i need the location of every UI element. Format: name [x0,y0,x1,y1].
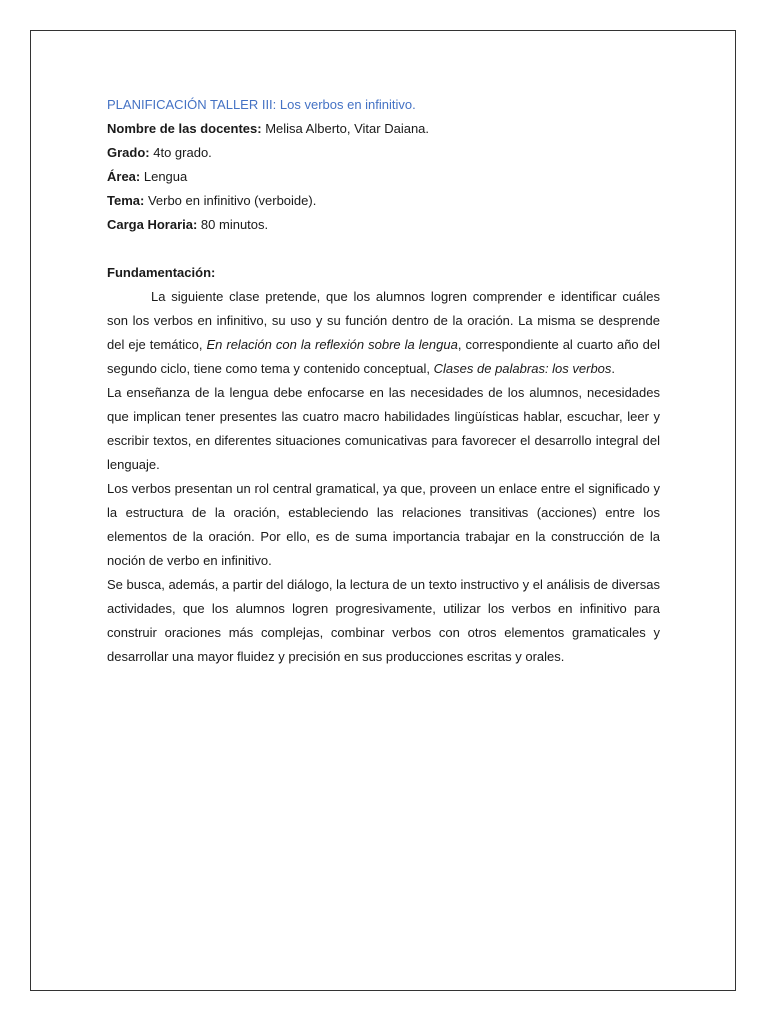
meta-label: Nombre de las docentes: [107,121,262,136]
document-content [107,93,660,669]
section-heading: Fundamentación: [107,265,216,280]
meta-area [107,165,660,189]
paragraph-3: Los verbos presentan un rol central gramatical, ya que, proveen un enlace entre el significado y la estructura de la oración, estableciendo las relaciones transitivas (acciones) entre los elementos de la oración. Por ello, es de suma importancia trabajar en la construcción de la noción de verbo en infinitivo. [107,481,660,568]
meta-label: Tema: [107,193,145,208]
paragraph-2: La enseñanza de la lengua debe enfocarse en las necesidades de los alumnos, necesidades que implican tener presentes las cuatro macro habilidades lingüísticas hablar, escuchar, leer y escribir textos, en diferentes situaciones comunicativas para favorecer el desarrollo integral del lenguaje. [107,385,660,472]
meta-label: Área: [107,169,141,184]
meta-teachers [107,117,660,141]
paragraph-4: Se busca, además, a partir del diálogo, la lectura de un texto instructivo y el análisis de diversas actividades, que los alumnos logren progresivamente, utilizar los verbos en infinitivo para construir oraciones más complejas, combinar verbos con otros elementos gramaticales y desarrollar una mayor fluidez y precisión en sus producciones escritas y orales. [107,577,660,664]
meta-label: Grado: [107,145,150,160]
meta-value: Lengua [140,169,188,184]
paragraph-text: , correspondiente al cuarto año del segundo ciclo, tiene como tema y contenido conceptual, [107,337,661,376]
meta-value: Verbo en infinitivo (verboide). [144,193,317,208]
paragraph-italic-text: Clases de palabras: los verbos [433,361,612,376]
paragraph-text: La siguiente clase pretende, que los alumnos logren comprender e identificar cuáles son los verbos en infinitivo, su uso y su función dentro de la oración. La misma se desprende del eje temático, [107,289,660,352]
paragraph-text: . [611,361,616,376]
meta-value: Melisa Alberto, Vitar Daiana. [261,121,430,136]
document-page [30,30,736,991]
document-title: PLANIFICACIÓN TALLER III: Los verbos en infinitivo. [107,97,416,112]
paragraph-italic-text: En relación con la reflexión sobre la lengua [206,337,458,352]
paragraph-1 [107,285,660,381]
meta-value: 4to grado. [149,145,212,160]
meta-topic [107,189,660,213]
meta-value: 80 minutos. [197,217,269,232]
meta-grade [107,141,660,165]
meta-label: Carga Horaria: [107,217,198,232]
meta-hours [107,213,660,237]
